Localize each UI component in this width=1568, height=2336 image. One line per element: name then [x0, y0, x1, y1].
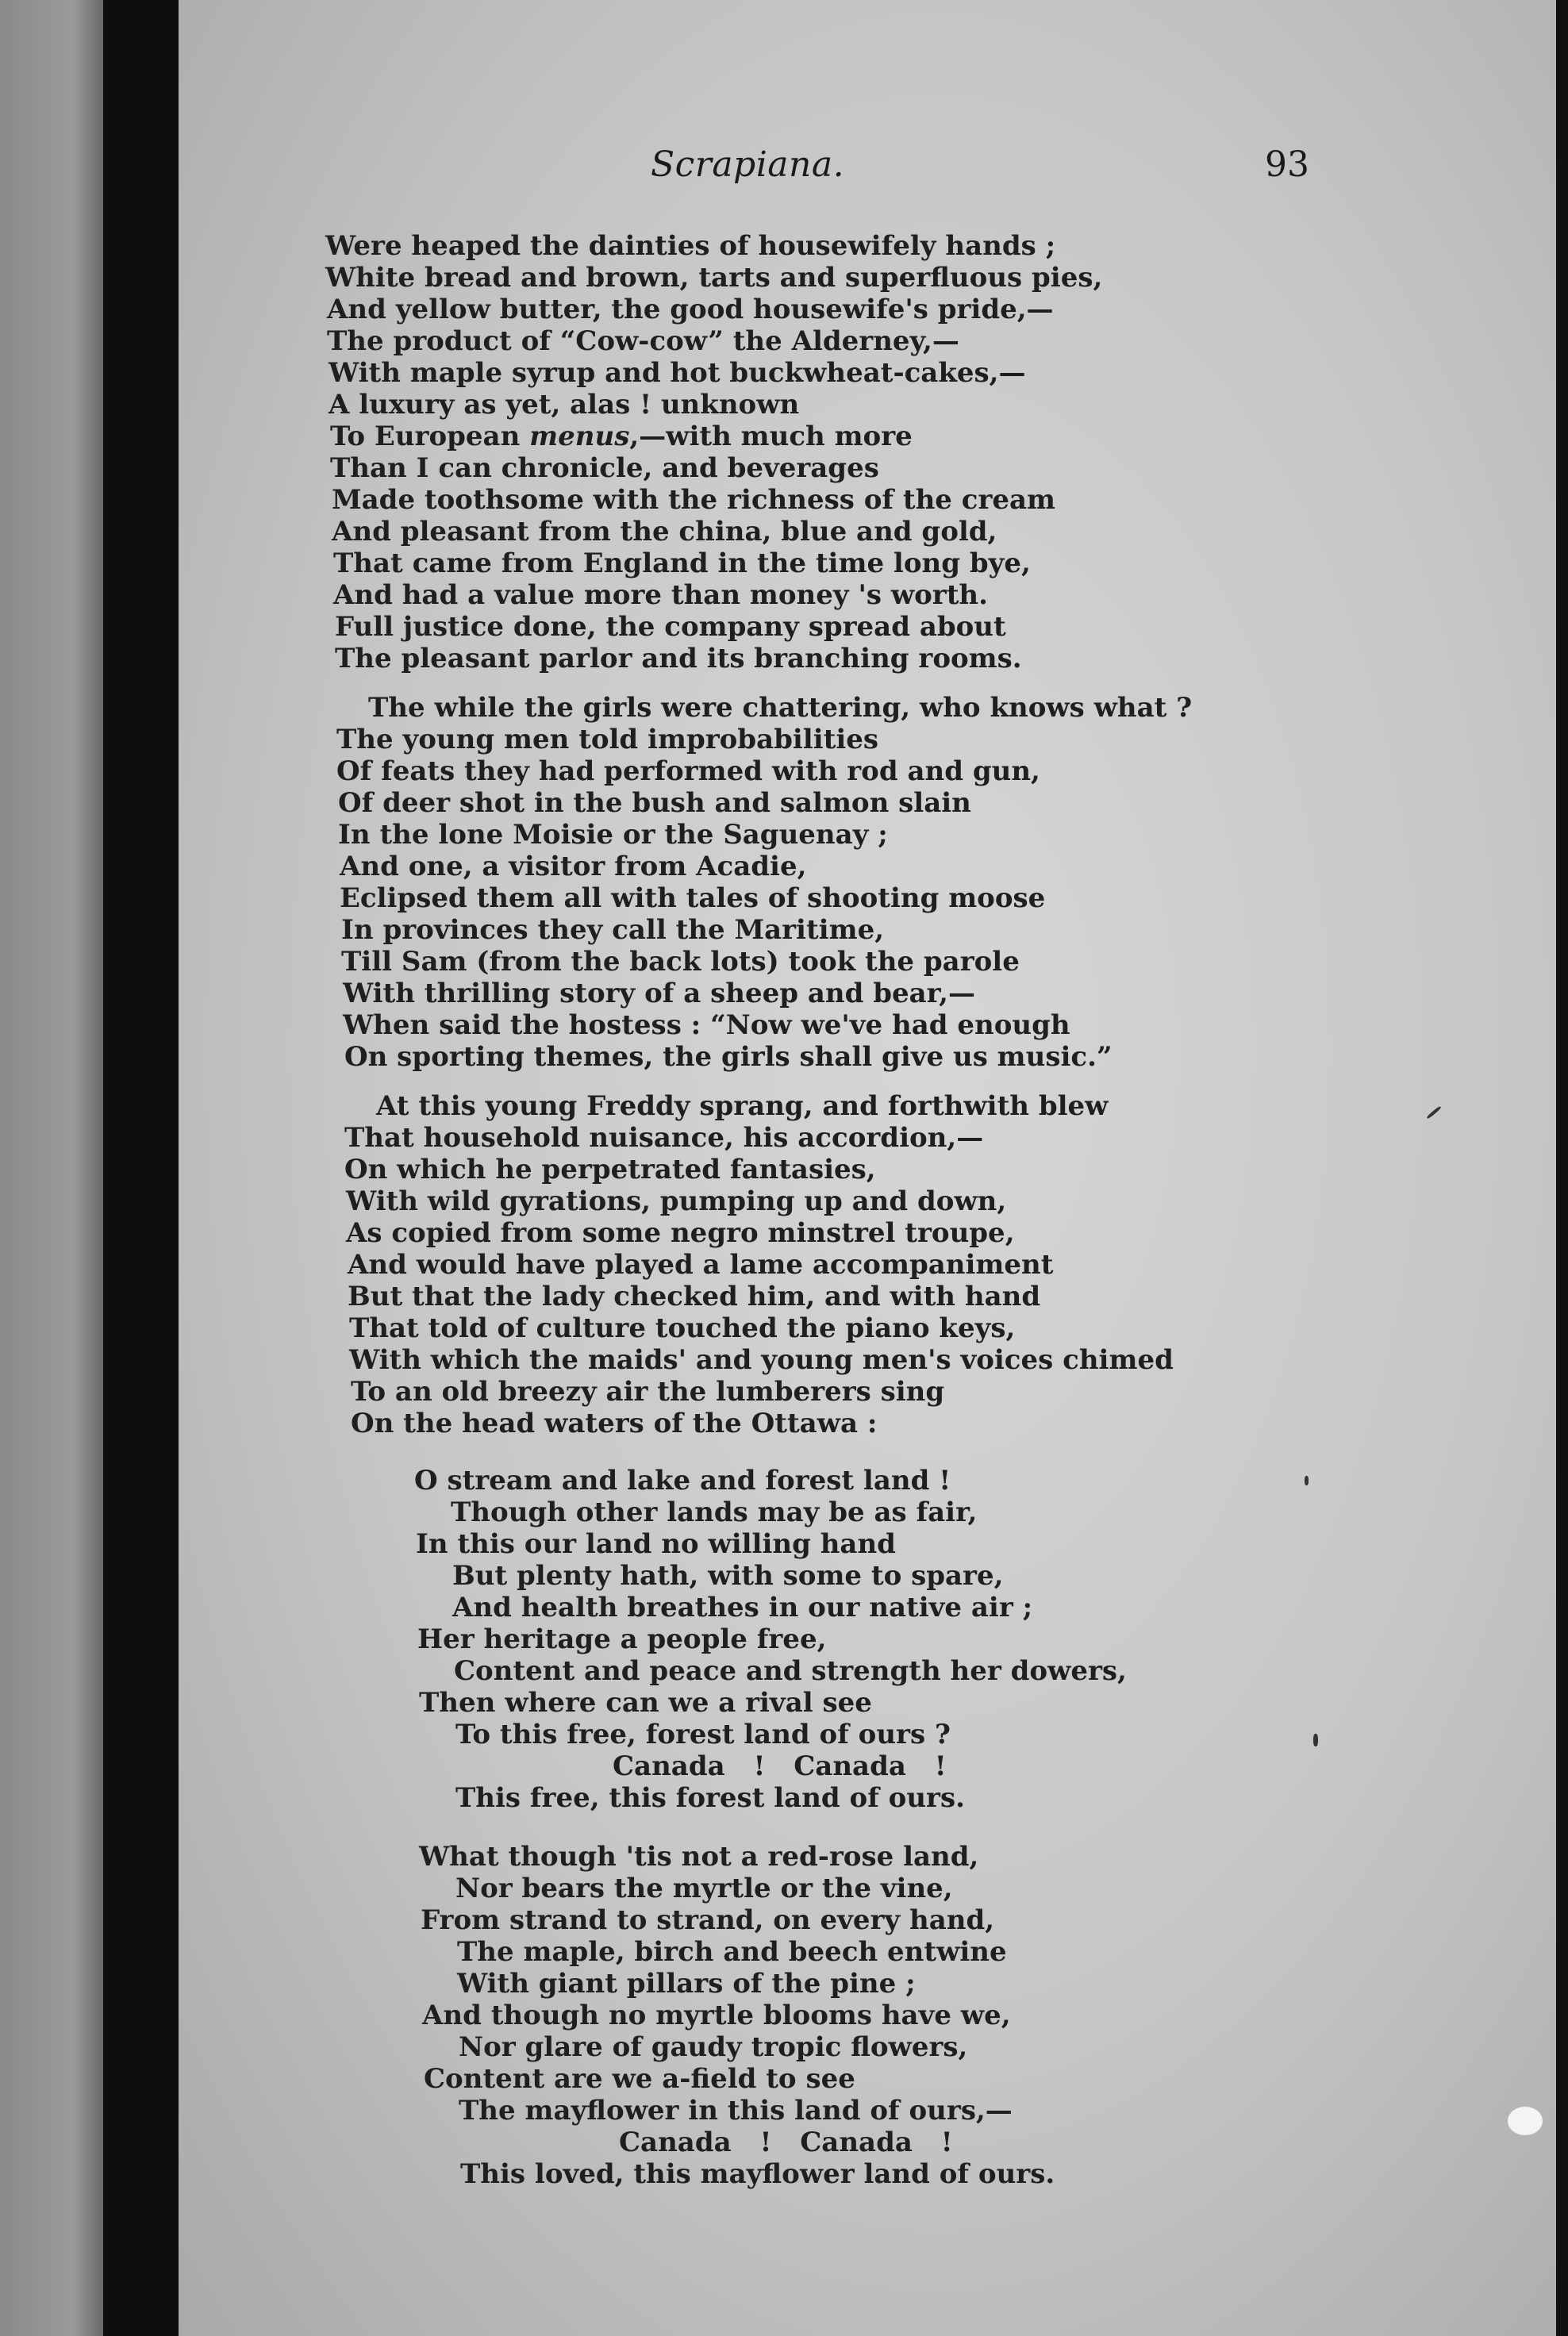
- verse-line: To an old breezy air the lumberers sing: [351, 1376, 945, 1408]
- verse-line: And would have played a lame accompaniment: [348, 1249, 1054, 1281]
- verse-line: Of deer shot in the bush and salmon slain: [338, 787, 971, 819]
- song-line: The maple, birch and beech entwine: [457, 1936, 1007, 1968]
- verse-line: With thrilling story of a sheep and bear,—: [343, 978, 975, 1009]
- verse-line: To European menus,—with much more: [330, 421, 913, 452]
- verse-line: That household nuisance, his accordion,—: [344, 1122, 984, 1154]
- song-line: Nor bears the myrtle or the vine,: [455, 1873, 953, 1904]
- scan-mark: [1305, 1476, 1309, 1485]
- verse-line: On which he perpetrated fantasies,: [344, 1154, 876, 1185]
- verse-line: But that the lady checked him, and with hand: [348, 1281, 1041, 1312]
- verse-line: The product of “Cow-cow” the Alderney,—: [327, 325, 959, 357]
- verse-line: Than I can chronicle, and beverages: [330, 452, 879, 484]
- verse-line: White bread and brown, tarts and superfluous pies,: [325, 262, 1103, 294]
- song-line: Her heritage a people free,: [417, 1623, 827, 1655]
- scan-mark: [1313, 1734, 1318, 1746]
- verse-line: That came from England in the time long bye,: [333, 548, 1031, 579]
- song-line: From strand to strand, on every hand,: [421, 1904, 995, 1936]
- verse-line: The pleasant parlor and its branching rooms.: [335, 643, 1022, 674]
- verse-line: Full justice done, the company spread about: [335, 611, 1006, 643]
- song-line: Though other lands may be as fair,: [451, 1496, 978, 1528]
- page-right-edge: [1556, 0, 1568, 2336]
- song-line: This free, this forest land of ours.: [455, 1782, 965, 1814]
- verse-line: When said the hostess : “Now we've had enough: [343, 1009, 1070, 1041]
- song-line: This loved, this mayflower land of ours.: [460, 2158, 1055, 2190]
- verse-line: On the head waters of the Ottawa :: [351, 1408, 878, 1439]
- verse-line: And one, a visitor from Acadie,: [340, 851, 807, 882]
- song-line: Nor glare of gaudy tropic flowers,: [459, 2031, 968, 2063]
- verse-line: On sporting themes, the girls shall give us music.”: [344, 1041, 1113, 1073]
- scan-speck: [1508, 2107, 1543, 2135]
- page-number: 93: [1265, 144, 1309, 185]
- verse-line: Of feats they had performed with rod and gun,: [336, 755, 1040, 787]
- song-refrain: Canada ! Canada !: [613, 1750, 947, 1782]
- verse-line: Made toothsome with the richness of the cream: [332, 484, 1056, 516]
- verse-line: Were heaped the dainties of housewifely hands ;: [325, 230, 1056, 262]
- song-refrain: Canada ! Canada !: [619, 2127, 953, 2158]
- verse-line: The while the girls were chattering, who knows what ?: [368, 692, 1193, 724]
- verse-line: In the lone Moisie or the Saguenay ;: [338, 819, 888, 851]
- song-line: But plenty hath, with some to spare,: [452, 1560, 1004, 1592]
- left-page-margin: [0, 0, 103, 2336]
- song-line: What though 'tis not a red-rose land,: [419, 1841, 979, 1873]
- verse-line: At this young Freddy sprang, and forthwith blew: [376, 1090, 1109, 1122]
- running-head-title: Scrapiana.: [651, 144, 845, 185]
- book-binding-shadow: [103, 0, 179, 2336]
- verse-line: In provinces they call the Maritime,: [341, 914, 885, 946]
- verse-line: With which the maids' and young men's voices chimed: [349, 1344, 1174, 1376]
- song-line: And though no myrtle blooms have we,: [422, 2000, 1011, 2031]
- verse-line: As copied from some negro minstrel troupe,: [346, 1217, 1015, 1249]
- song-line: To this free, forest land of ours ?: [455, 1719, 951, 1750]
- verse-line: And pleasant from the china, blue and gold,: [332, 516, 997, 548]
- song-line: In this our land no willing hand: [416, 1528, 896, 1560]
- verse-line: A luxury as yet, alas ! unknown: [329, 389, 800, 421]
- verse-line: With wild gyrations, pumping up and down,: [346, 1185, 1007, 1217]
- song-line: And health breathes in our native air ;: [452, 1592, 1033, 1623]
- verse-line: And had a value more than money 's worth.: [333, 579, 988, 611]
- song-line: Content and peace and strength her dowers,: [454, 1655, 1127, 1687]
- song-line: With giant pillars of the pine ;: [457, 1968, 916, 2000]
- song-line: Then where can we a rival see: [419, 1687, 872, 1719]
- italic-word: menus: [529, 421, 630, 452]
- verse-line: Eclipsed them all with tales of shooting moose: [340, 882, 1046, 914]
- song-line: O stream and lake and forest land !: [414, 1465, 951, 1496]
- verse-line: That told of culture touched the piano keys,: [349, 1312, 1016, 1344]
- verse-line: And yellow butter, the good housewife's pride,—: [327, 294, 1054, 325]
- verse-line: Till Sam (from the back lots) took the parole: [341, 946, 1020, 978]
- verse-line: With maple syrup and hot buckwheat-cakes,—: [329, 357, 1026, 389]
- song-line: The mayflower in this land of ours,—: [459, 2095, 1013, 2127]
- verse-line: The young men told improbabilities: [336, 724, 879, 755]
- song-line: Content are we a-field to see: [424, 2063, 855, 2095]
